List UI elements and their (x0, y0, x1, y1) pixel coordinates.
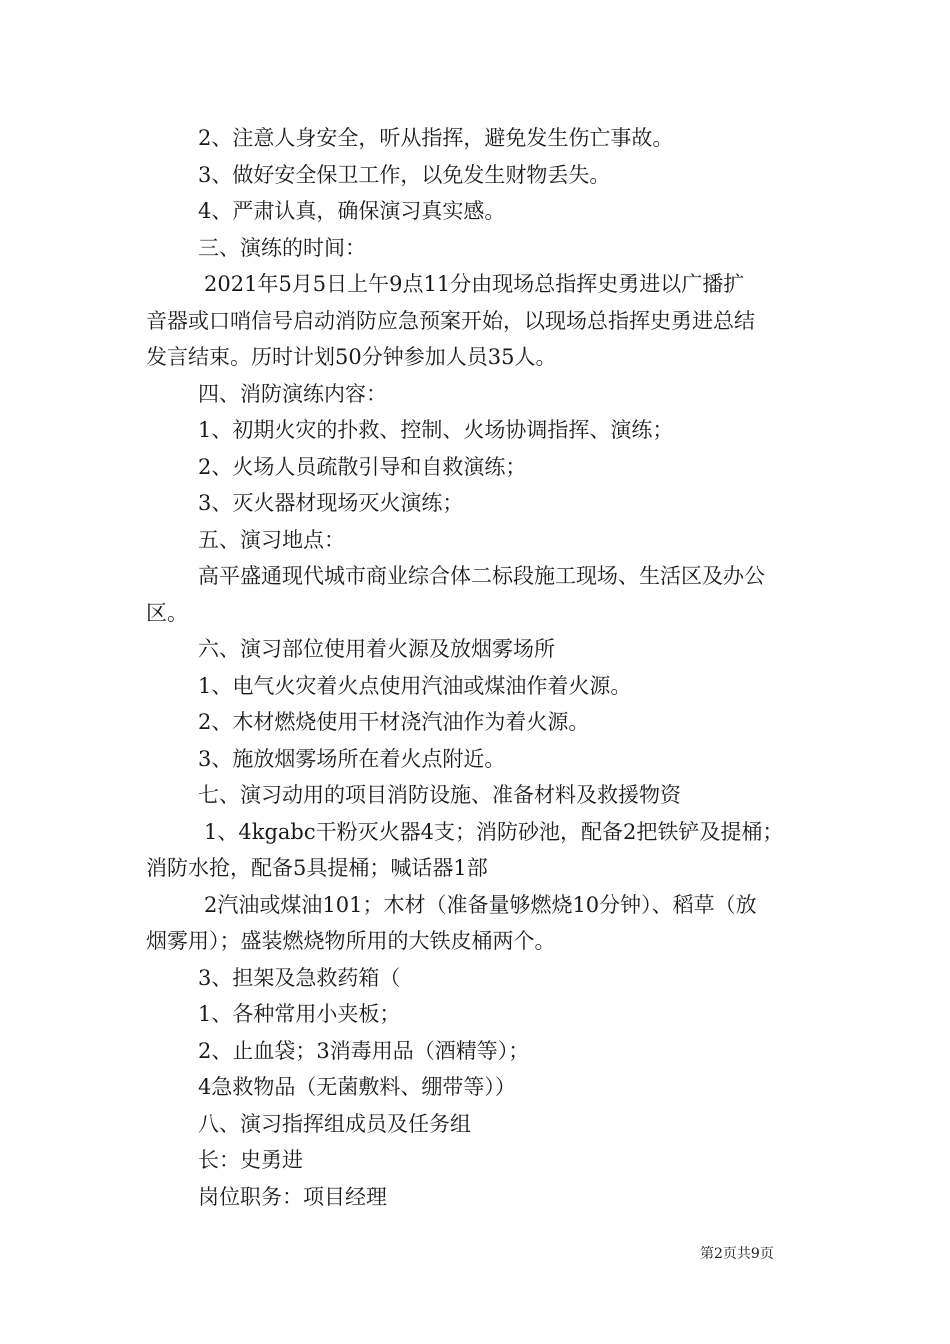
document-body (146, 120, 818, 1215)
body-line: 1、初期火灾的扑救、控制、火场协调指挥、演练； (198, 418, 674, 442)
section-heading: 五、演习地点： (198, 527, 345, 552)
body-line: 长：史勇进 (198, 1148, 303, 1172)
body-line: 3、担架及急救药箱（ (198, 965, 401, 990)
body-line: 4、严肃认真，确保演习真实感。 (198, 199, 506, 223)
section-heading: 三、演练的时间： (198, 235, 366, 260)
section-heading: 七、演习动用的项目消防设施、准备材料及救援物资 (198, 783, 681, 807)
section-heading: 四、消防演练内容： (198, 381, 387, 406)
body-line: 音器或口哨信号启动消防应急预案开始，以现场总指挥史勇进总结 (146, 308, 755, 333)
body-line: 烟雾用）；盛装燃烧物所用的大铁皮桶两个。 (146, 929, 556, 953)
body-line: 2021年5月5日上午9点11分由现场总指挥史勇进以广播扩 (204, 272, 745, 296)
body-line: 1、电气火灾着火点使用汽油或煤油作着火源。 (198, 673, 632, 698)
body-line: 3、做好安全保卫工作，以免发生财物丢失。 (198, 162, 611, 187)
body-line: 2汽油或煤油101；木材（准备量够燃烧10分钟）、稻草（放 (204, 892, 757, 917)
body-line: 高平盛通现代城市商业综合体二标段施工现场、生活区及办公 (198, 564, 765, 588)
body-line: 4急救物品（无菌敷料、绷带等）） (198, 1075, 516, 1099)
body-line: 3、施放烟雾场所在着火点附近。 (198, 746, 506, 771)
page-number: 第2页共9页 (700, 1246, 774, 1262)
body-line: 2、木材燃烧使用干材浇汽油作为着火源。 (198, 710, 590, 734)
body-line: 1、4kgabc干粉灭火器4支；消防砂池，配备2把铁铲及提桶； (204, 819, 784, 844)
body-line: 2、止血袋；3消毒用品（酒精等）； (198, 1038, 530, 1063)
body-line: 岗位职务：项目经理 (198, 1184, 387, 1209)
body-line: 3、灭火器材现场灭火演练； (198, 491, 464, 515)
section-heading: 八、演习指挥组成员及任务组 (198, 1111, 471, 1136)
body-line: 区。 (146, 600, 188, 625)
body-line: 2、注意人身安全，听从指挥，避免发生伤亡事故。 (198, 126, 674, 150)
section-heading: 六、演习部位使用着火源及放烟雾场所 (198, 637, 555, 661)
body-line: 2、火场人员疏散引导和自救演练； (198, 454, 527, 479)
body-line: 发言结束。历时计划50分钟参加人员35人。 (146, 345, 557, 369)
body-line: 消防水抢，配备5具提桶；喊话器1部 (146, 856, 488, 880)
body-line: 1、各种常用小夹板； (198, 1002, 401, 1026)
